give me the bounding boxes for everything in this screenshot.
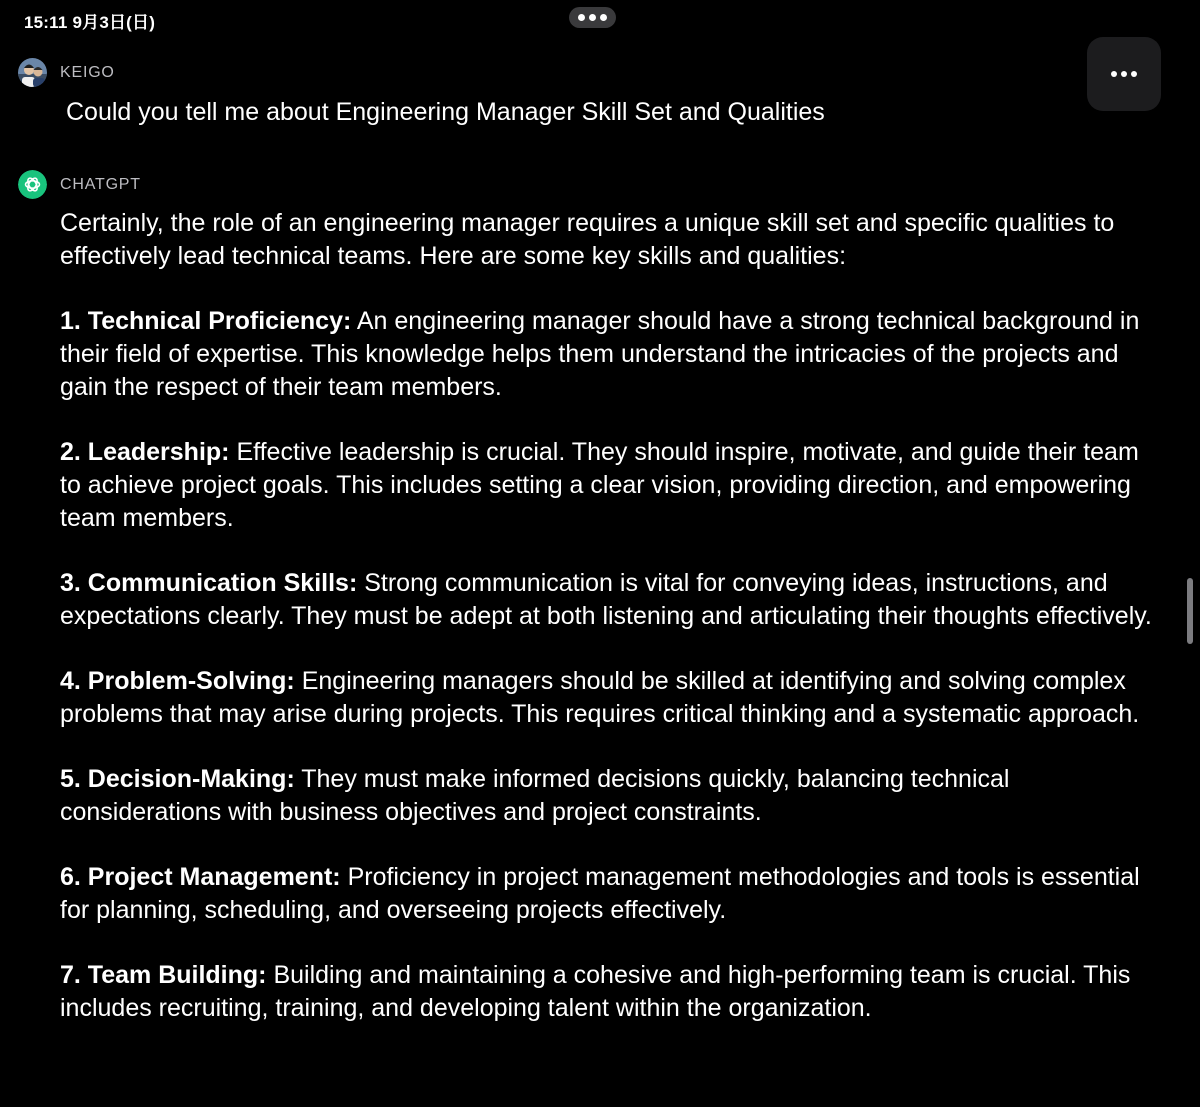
status-bar bbox=[0, 0, 1200, 36]
multitask-dot bbox=[600, 14, 607, 21]
list-item-body: Proficiency in project management methodologies and tools is essential for planning, scheduling, and overseeing projects effectively. bbox=[60, 863, 1140, 924]
list-item-body: Strong communication is vital for conveying ideas, instructions, and expectations clearly. They must be adept at both listening and articulating their thoughts effectively. bbox=[60, 569, 1152, 630]
list-item-body: Engineering managers should be skilled at identifying and solving complex problems that may arise during projects. This requires critical thinking and a systematic approach. bbox=[60, 667, 1140, 728]
ellipsis-icon bbox=[1111, 71, 1117, 77]
status-time-date: 15:11 9月3日(日) bbox=[24, 13, 156, 32]
more-options-button[interactable] bbox=[1087, 37, 1161, 111]
list-item-body: An engineering manager should have a strong technical background in their field of expertise. This knowledge helps them understand the intricacies of the projects and gain the respect of their team members. bbox=[60, 307, 1140, 401]
assistant-sender-row bbox=[18, 170, 141, 199]
list-item bbox=[60, 436, 1160, 535]
assistant-intro: Certainly, the role of an engineering manager requires a unique skill set and specific qualities to effectively lead technical teams. Here are some key skills and qualities: bbox=[60, 209, 1115, 270]
list-item-title: 3. Communication Skills: bbox=[60, 569, 358, 597]
list-item-body: Effective leadership is crucial. They should inspire, motivate, and guide their team to achieve project goals. This includes setting a clear vision, providing direction, and empowering team members. bbox=[60, 438, 1139, 532]
list-item bbox=[60, 305, 1160, 404]
list-item bbox=[60, 861, 1160, 927]
multitask-dot bbox=[578, 14, 585, 21]
list-item-title: 5. Decision-Making: bbox=[60, 765, 295, 793]
list-item bbox=[60, 567, 1160, 633]
list-item bbox=[60, 763, 1160, 829]
assistant-sender-name: CHATGPT bbox=[60, 175, 141, 193]
user-message-text: Could you tell me about Engineering Manager Skill Set and Qualities bbox=[66, 98, 825, 126]
list-item-title: 7. Team Building: bbox=[60, 961, 267, 989]
list-item bbox=[60, 665, 1160, 731]
assistant-message bbox=[60, 207, 1160, 1057]
list-item-body: Building and maintaining a cohesive and high-performing team is crucial. This includes recruiting, training, and developing talent within the organization. bbox=[60, 961, 1131, 1022]
list-item-title: 6. Project Management: bbox=[60, 863, 341, 891]
list-item-title: 2. Leadership: bbox=[60, 438, 230, 466]
list-item-body: They must make informed decisions quickly, balancing technical considerations with business objectives and project constraints. bbox=[60, 765, 1010, 826]
ellipsis-icon bbox=[1131, 71, 1137, 77]
multitask-dot bbox=[589, 14, 596, 21]
list-item bbox=[60, 959, 1160, 1025]
user-sender-name: KEIGO bbox=[60, 63, 115, 81]
openai-logo-icon bbox=[18, 170, 47, 199]
ellipsis-icon bbox=[1121, 71, 1127, 77]
user-sender-row bbox=[18, 58, 115, 87]
multitask-dots-icon[interactable] bbox=[569, 7, 616, 28]
list-item-title: 1. Technical Proficiency: bbox=[60, 307, 352, 335]
list-item-title: 4. Problem-Solving: bbox=[60, 667, 295, 695]
scrollbar-thumb[interactable] bbox=[1187, 578, 1193, 644]
user-avatar-photo bbox=[18, 58, 47, 87]
